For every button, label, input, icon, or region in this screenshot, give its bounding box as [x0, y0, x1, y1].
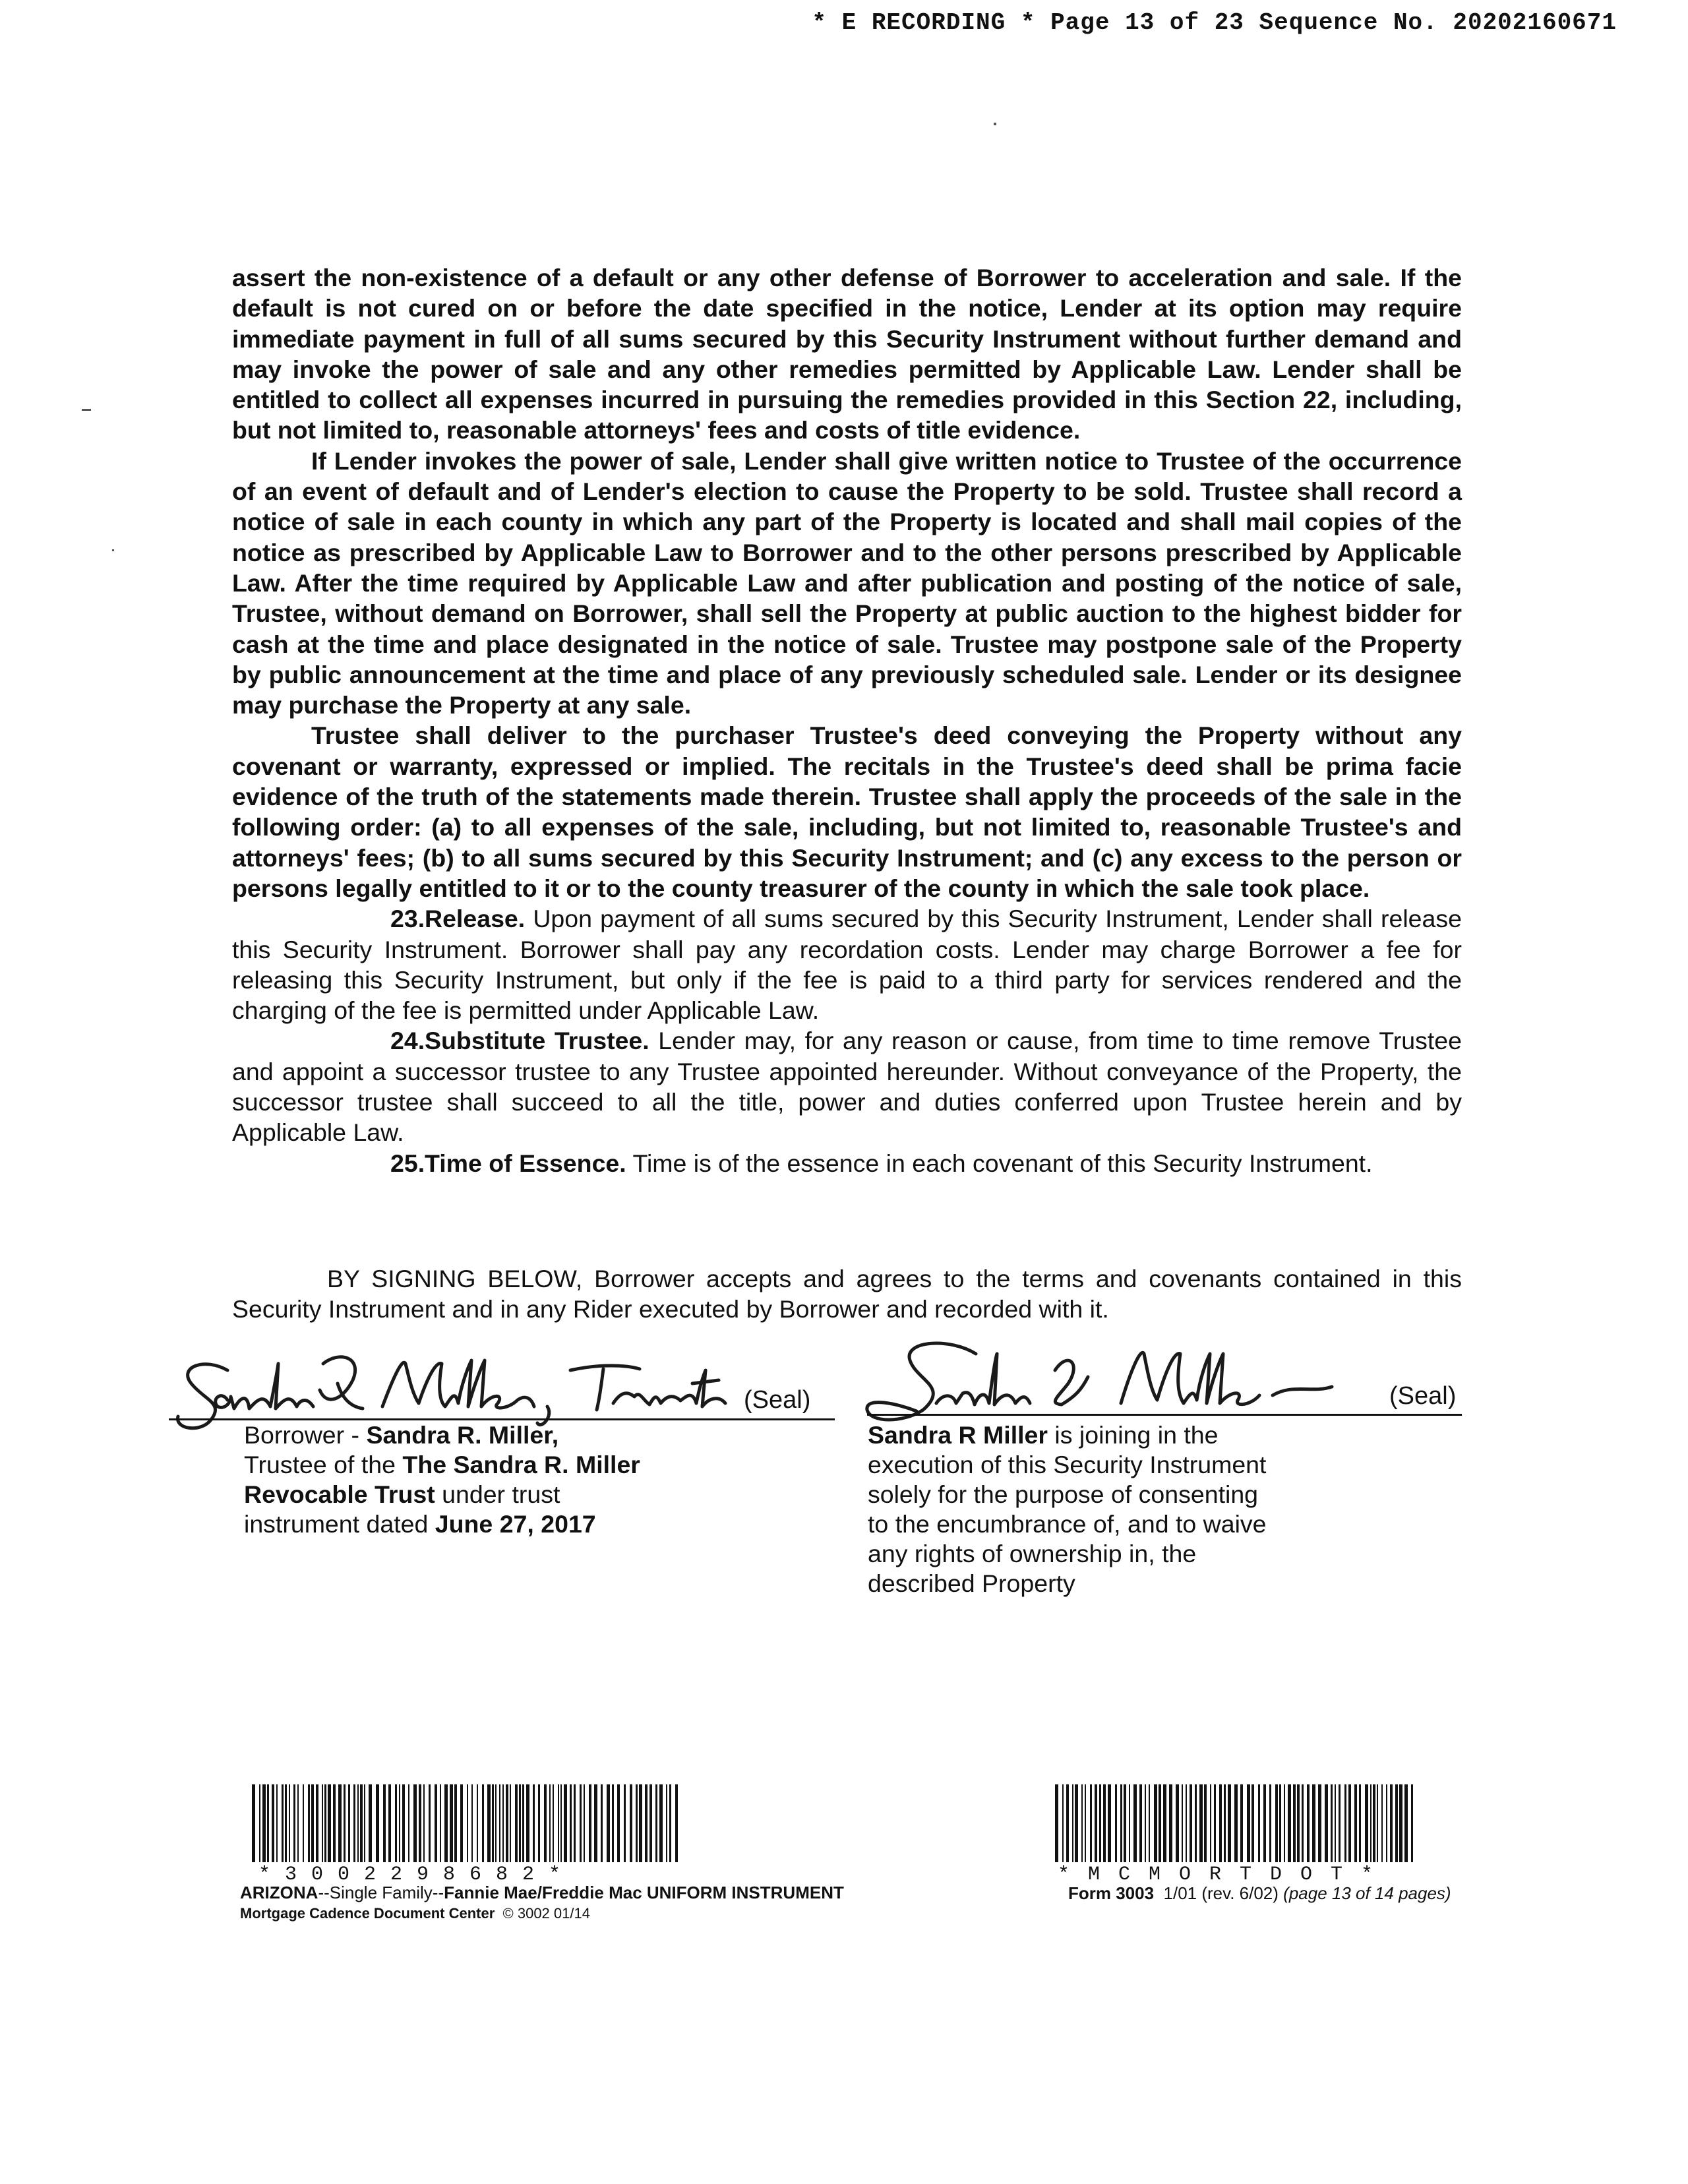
barcode-left-text: *3002298682* [258, 1864, 576, 1886]
barcode-bar [1159, 1784, 1161, 1862]
barcode-bar [1395, 1784, 1398, 1862]
barcode-bar [1055, 1784, 1058, 1862]
right-signer-name-line: Sandra R Miller is joining in the [868, 1421, 1219, 1449]
barcode-bar [1224, 1784, 1226, 1862]
barcode-bar [630, 1784, 632, 1862]
barcode-bar [492, 1784, 494, 1862]
barcode-bar [1348, 1784, 1351, 1862]
barcode-bar [649, 1784, 652, 1862]
barcode-bar [289, 1784, 290, 1862]
section-number: 23. [390, 905, 425, 933]
barcode-bar [303, 1784, 304, 1862]
barcode-bar [1297, 1784, 1300, 1862]
barcode-bar [1108, 1784, 1111, 1862]
barcode-bar [1339, 1784, 1341, 1862]
barcode-bar [639, 1784, 642, 1862]
barcode-bar [1275, 1784, 1278, 1862]
section-text: Lender may, for any reason or cause, from time to time remove Trustee and appoint a successor trustee to any Trustee appointed hereunder. Without conveyance of the Property, the successor trustee shall succeed to all the title, power and duties conferred upon Trustee herein and by Applicable Law. [232, 1027, 1462, 1147]
barcode-bar [477, 1784, 478, 1862]
barcode-bar [376, 1784, 379, 1862]
barcode-bar [1258, 1784, 1260, 1862]
barcode-bar [1090, 1784, 1092, 1862]
barcode-bar [1399, 1784, 1402, 1862]
barcode-bar [471, 1784, 473, 1862]
barcode-bar [1195, 1784, 1197, 1862]
barcode-bar [1176, 1784, 1179, 1862]
section-title: Time of Essence. [425, 1149, 626, 1177]
barcode-bar [1120, 1784, 1122, 1862]
barcode-bar [262, 1784, 266, 1862]
right-joining-line: execution of this Security Instrument [868, 1451, 1267, 1478]
barcode-bar [1139, 1784, 1142, 1862]
barcode-bar [1390, 1784, 1393, 1862]
barcode-bar [1210, 1784, 1211, 1862]
barcode-bar [601, 1784, 603, 1862]
barcode-bar [538, 1784, 540, 1862]
barcode-bar [353, 1784, 355, 1862]
barcode-bar [1386, 1784, 1387, 1862]
barcode-bar [1263, 1784, 1266, 1862]
barcode-bar [1251, 1784, 1254, 1862]
footer-left [240, 1882, 844, 1924]
barcode-bar [1373, 1784, 1375, 1862]
barcode-bar [1288, 1784, 1291, 1862]
barcode-bar [369, 1784, 372, 1862]
barcode-bar [624, 1784, 626, 1862]
barcode-bar [1325, 1784, 1328, 1862]
barcode-bar [267, 1784, 269, 1862]
barcode-bar [1331, 1784, 1333, 1862]
right-joining-line: described Property [868, 1569, 1075, 1597]
barcode-bar [357, 1784, 359, 1862]
barcode-bar [1359, 1784, 1361, 1862]
seal-label-right: (Seal) [1389, 1382, 1457, 1410]
section-text: Upon payment of all sums secured by this Security Instrument, Lender shall release this Security Instrument. Borrower shall pay any recordation costs. Lender may charge Borrower a fee for releasing this Security Instrument, but only if the fee is paid to a third party for services rendered and the charging of the fee is permitted under Applicable Law. [232, 905, 1462, 1025]
footer-right: Form 3003 1/01 (rev. 6/02) (page 13 of 14 pages) [1068, 1883, 1451, 1903]
barcode-bar [1081, 1784, 1083, 1862]
barcode-bar [1186, 1784, 1187, 1862]
barcode-bar [272, 1784, 274, 1862]
barcode-bar [1411, 1784, 1413, 1862]
barcode-bar [1377, 1784, 1378, 1862]
barcode-bar [360, 1784, 363, 1862]
para-continuation: assert the non-existence of a default or any other defense of Borrower to acceleration and sale. If the default is not cured on or before the date specified in the notice, Lender at its option may require immediate payment in full of all sums secured by this Security Instrument without further demand and may invoke the power of sale and any other remedies permitted by Applicable Law. Lender shall be entitled to collect all expenses incurred in pursuing the remedies provided in this Section 22, including, but not limited to, reasonable attorneys' fees and costs of title evidence. [232, 264, 1462, 444]
barcode-bar [383, 1784, 386, 1862]
barcode-bar [570, 1784, 572, 1862]
barcode-bar [659, 1784, 663, 1862]
barcode-bar [519, 1784, 521, 1862]
barcode-bar [560, 1784, 562, 1862]
barcode-bar [429, 1784, 431, 1862]
scan-speck [994, 123, 996, 125]
barcode-bar [285, 1784, 287, 1862]
barcode-bar [344, 1784, 346, 1862]
barcode-bar [1103, 1784, 1106, 1862]
barcode-bar [666, 1784, 667, 1862]
barcode-bar [607, 1784, 610, 1862]
barcode-bar [297, 1784, 299, 1862]
barcode-bar [440, 1784, 441, 1862]
barcode-left [251, 1784, 679, 1865]
barcode-bar [584, 1784, 585, 1862]
barcode-bar [558, 1784, 559, 1862]
left-trustee-line: Trustee of the The Sandra R. Miller [244, 1451, 640, 1478]
barcode-bar [460, 1784, 463, 1862]
barcode-bar [1072, 1784, 1073, 1862]
barcode-bar [1318, 1784, 1321, 1862]
barcode-bar [1115, 1784, 1117, 1862]
barcode-bar [1279, 1784, 1281, 1862]
section-text: Time is of the essence in each covenant of this Security Instrument. [632, 1149, 1373, 1177]
section-25 [232, 1148, 1462, 1178]
barcode-bar [502, 1784, 504, 1862]
barcode-bar [388, 1784, 391, 1862]
section-24 [232, 1025, 1462, 1147]
barcode-bar [1404, 1784, 1408, 1862]
barcode-bar [1219, 1784, 1222, 1862]
barcode-bar [324, 1784, 326, 1862]
signing-statement: BY SIGNING BELOW, Borrower accepts and agrees to the terms and covenants contained in this Security Instrument and in any Rider executed by Borrower and recorded with it. [232, 1265, 1462, 1323]
barcode-bar [522, 1784, 524, 1862]
barcode-bar [1095, 1784, 1097, 1862]
barcode-bar [1149, 1784, 1150, 1862]
barcode-bar [1240, 1784, 1243, 1862]
barcode-bar [1204, 1784, 1207, 1862]
barcode-bar [316, 1784, 318, 1862]
barcode-bar [252, 1784, 255, 1862]
barcode-bar [515, 1784, 518, 1862]
barcode-bar [408, 1784, 409, 1862]
barcode-bar [259, 1784, 260, 1862]
para-trustee-deed: Trustee shall deliver to the purchaser Trustee's deed conveying the Property without any covenant or warranty, expressed or implied. The recitals in the Trustee's deed shall be prima facie evidence of the truth of the statements made therein. Trustee shall apply the proceeds of the sale in the following order: (a) to all expenses of the sale, including, but not limited to, reasonable Trustee's and attorneys' fees; (b) to all sums secured by this Security Instrument; and (c) any excess to the person or persons legally entitled to it or to the county treasurer of the county in which the sale took place. [232, 721, 1462, 902]
barcode-bar [1182, 1784, 1183, 1862]
barcode-bar [1284, 1784, 1285, 1862]
section-title: Substitute Trustee. [425, 1027, 649, 1055]
section-title: Release. [425, 905, 526, 933]
barcode-bar [1307, 1784, 1310, 1862]
barcode-bar [338, 1784, 342, 1862]
barcode-bar [1124, 1784, 1126, 1862]
right-joining-line: to the encumbrance of, and to waive [868, 1510, 1267, 1538]
barcode-bar [348, 1784, 350, 1862]
barcode-bar [510, 1784, 511, 1862]
barcode-bar [482, 1784, 484, 1862]
barcode-bar [1293, 1784, 1296, 1862]
right-joining-line: solely for the purpose of consenting [868, 1480, 1259, 1508]
barcode-bar [1370, 1784, 1372, 1862]
barcode-bar [328, 1784, 331, 1862]
barcode-bar [612, 1784, 614, 1862]
barcode-bar [1269, 1784, 1271, 1862]
barcode-bar [1234, 1784, 1238, 1862]
barcode-bar [1228, 1784, 1231, 1862]
barcode-bar [526, 1784, 529, 1862]
barcode-bar [1247, 1784, 1250, 1862]
barcode-bar [1199, 1784, 1203, 1862]
barcode-bar [333, 1784, 336, 1862]
barcode-bar [506, 1784, 508, 1862]
barcode-bar [1154, 1784, 1157, 1862]
left-date-line: instrument dated June 27, 2017 [244, 1510, 596, 1538]
barcode-bar [544, 1784, 547, 1862]
barcode-bar [1163, 1784, 1166, 1862]
seal-label-left: (Seal) [744, 1386, 811, 1414]
scan-speck [82, 409, 91, 411]
barcode-right-text: *MCMORTDOT* [1058, 1864, 1392, 1886]
barcode-bar [276, 1784, 278, 1862]
barcode-bar [1133, 1784, 1137, 1862]
barcode-bar [1335, 1784, 1336, 1862]
barcode-bar [675, 1784, 678, 1862]
barcode-bar [495, 1784, 497, 1862]
barcode-bar [580, 1784, 582, 1862]
barcode-bar [1169, 1784, 1172, 1862]
barcode-right [1054, 1784, 1416, 1865]
barcode-bar [282, 1784, 284, 1862]
right-joining-line: any rights of ownership in, the [868, 1540, 1197, 1567]
barcode-bar [1354, 1784, 1357, 1862]
barcode-bar [549, 1784, 551, 1862]
barcode-bar [322, 1784, 323, 1862]
barcode-bar [395, 1784, 397, 1862]
barcode-bar [308, 1784, 310, 1862]
section-23 [232, 903, 1462, 1025]
barcode-bar [1085, 1784, 1086, 1862]
barcode-bar [293, 1784, 295, 1862]
barcode-bar [533, 1784, 535, 1862]
barcode-bar [402, 1784, 405, 1862]
barcode-bar [1062, 1784, 1064, 1862]
section-number: 25. [390, 1149, 425, 1177]
barcode-bar [1381, 1784, 1383, 1862]
left-signer-block [244, 1420, 640, 1539]
barcode-bar [1129, 1784, 1130, 1862]
barcode-bar [1099, 1784, 1101, 1862]
left-trust-line: Revocable Trust under trust [244, 1480, 560, 1508]
barcode-bar [564, 1784, 567, 1862]
barcode-bar [1365, 1784, 1368, 1862]
barcode-bar [645, 1784, 648, 1862]
footer-form-title: ARIZONA--Single Family--Fannie Mae/Freddie Mac UNIFORM INSTRUMENT [240, 1883, 844, 1902]
barcode-bar [1312, 1784, 1315, 1862]
barcode-bar [1145, 1784, 1146, 1862]
barcode-bar [1214, 1784, 1216, 1862]
barcode-bar [423, 1784, 425, 1862]
barcode-bar [450, 1784, 453, 1862]
footer-document-center: Mortgage Cadence Document Center © 3002 01/14 [240, 1905, 590, 1922]
barcode-bar [617, 1784, 620, 1862]
barcode-bar [1302, 1784, 1304, 1862]
left-signer-name-line: Borrower - Sandra R. Miller, [244, 1421, 559, 1449]
recording-stamp: * E RECORDING * Page 13 of 23 Sequence No. 20202160671 [812, 9, 1617, 36]
barcode-bar [454, 1784, 457, 1862]
right-signer-block [868, 1420, 1267, 1598]
barcode-bar [399, 1784, 400, 1862]
barcode-bar [487, 1784, 491, 1862]
barcode-bar [553, 1784, 554, 1862]
scan-speck [112, 549, 114, 551]
barcode-bar [467, 1784, 468, 1862]
signature-line-right [867, 1414, 1462, 1416]
barcode-bar [419, 1784, 421, 1862]
barcode-bar [1066, 1784, 1069, 1862]
barcode-bar [364, 1784, 365, 1862]
barcode-bar [636, 1784, 638, 1862]
barcode-bar [655, 1784, 657, 1862]
barcode-bar [1344, 1784, 1346, 1862]
barcode-bar [1190, 1784, 1192, 1862]
barcode-bar [589, 1784, 591, 1862]
barcode-bar [669, 1784, 671, 1862]
barcode-bar [1075, 1784, 1078, 1862]
barcode-bar [311, 1784, 314, 1862]
barcode-bar [594, 1784, 597, 1862]
para-power-of-sale: If Lender invokes the power of sale, Lender shall give written notice to Trustee of the occurrence of an event of default and of Lender's election to cause the Property to be sold. Trustee shall record a notice of sale in each county in which any part of the Property is located and shall mail copies of the notice as prescribed by Applicable Law to Borrower and to the other persons prescribed by Applicable Law. After the time required by Applicable Law and after publication and posting of the notice of sale, Trustee, without demand on Borrower, shall sell the Property at public auction to the highest bidder for cash at the time and place designated in the notice of sale. Trustee may postpone sale of the Property by public announcement at the time and place of any previously scheduled sale. Lender or its designee may purchase the Property at any sale. [232, 446, 1462, 719]
section-number: 24. [390, 1027, 425, 1055]
deed-body-text [232, 262, 1462, 1178]
barcode-bar [435, 1784, 437, 1862]
barcode-bar [574, 1784, 576, 1862]
barcode-bar [413, 1784, 417, 1862]
barcode-bar [499, 1784, 500, 1862]
barcode-bar [444, 1784, 448, 1862]
